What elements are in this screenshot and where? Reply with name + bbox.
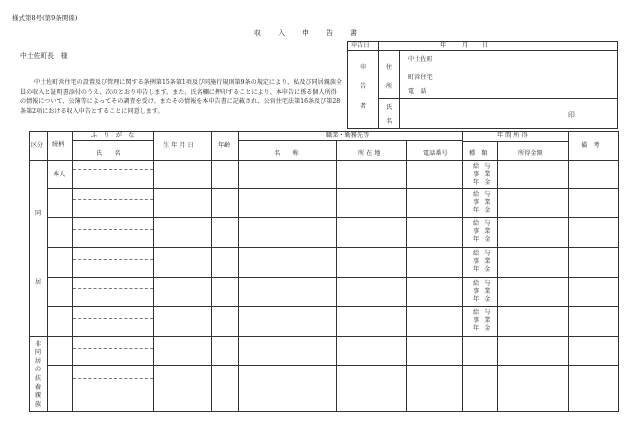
- header-furigana: ふ り が な: [91, 132, 135, 139]
- applicant-label-1: 申: [360, 64, 367, 71]
- income-type-labels: 給 与 事 業 年 金: [473, 280, 491, 304]
- header-category: 区分: [31, 142, 44, 149]
- header-employer-phone: 電話番号: [423, 150, 448, 157]
- header-remarks: 備 考: [581, 142, 600, 149]
- group-non-cohabiting: 非 同 居 の 扶 養 親 族: [34, 340, 42, 408]
- applicant-label-2: 告: [360, 83, 367, 90]
- header-employer-group: 職業・勤務先等: [326, 132, 370, 139]
- income-type-labels: 給 与 事 業 年 金: [473, 220, 491, 244]
- phone-label: 電 話: [408, 88, 427, 95]
- income-type-labels: 給 与 事 業 年 金: [473, 309, 491, 333]
- header-birthdate: 生 年 月 日: [163, 142, 194, 149]
- header-name: 氏 名: [96, 150, 121, 157]
- address-label-1: 住: [386, 64, 393, 71]
- seal-mark: 印: [568, 111, 575, 119]
- form-number: 様式第8号(第9条関係): [12, 14, 78, 22]
- declaration-text: 中土佐町営住宅の設置及び管理に関する条例第15条第1項及び同施行規則第9条の規定により、私及び同居親族全員の収入と証明書添付のうえ、次のとおり申告します。また、氏名欄に押印することにより、本申告に係る個人所得の情報について、公簿等によってその調査を受け、またその情報を本申告書に記載され、公営住宅法第16条及び第28条第2項における収入申告とすることに同意します。: [20, 79, 343, 115]
- date-label: 申告日: [351, 42, 370, 49]
- name-label-1: 氏: [386, 104, 393, 111]
- income-type-labels: 給 与 事 業 年 金: [473, 191, 491, 215]
- header-income-amount: 所得金額: [518, 150, 543, 157]
- date-month-unit: 月: [462, 42, 469, 49]
- address-line-2: 町営住宅: [408, 74, 433, 81]
- addressee: 中土佐町長 様: [20, 52, 68, 60]
- header-income-group: 年 間 所 得: [497, 132, 528, 139]
- header-relation: 続柄: [52, 141, 65, 148]
- address-line-1: 中土佐町: [408, 56, 433, 63]
- header-age: 年齢: [218, 142, 231, 149]
- header-employer-name: 名 称: [274, 150, 299, 157]
- date-day-unit: 日: [482, 42, 489, 49]
- address-label-2: 所: [386, 83, 393, 90]
- relation-self: 本人: [53, 171, 66, 178]
- date-year-unit: 年: [440, 42, 447, 49]
- form-title: 収 入 申 告 書: [254, 29, 358, 37]
- header-income-type: 種 類: [469, 150, 488, 157]
- income-type-labels: 給 与 事 業 年 金: [473, 250, 491, 274]
- header-employer-address: 所 在 地: [358, 150, 381, 157]
- name-label-2: 名: [386, 118, 393, 125]
- group-cohabiting-2: 居: [35, 279, 42, 286]
- applicant-label-3: 者: [360, 103, 367, 110]
- income-type-labels: 給 与 事 業 年 金: [473, 163, 491, 187]
- group-cohabiting-1: 同: [35, 210, 42, 217]
